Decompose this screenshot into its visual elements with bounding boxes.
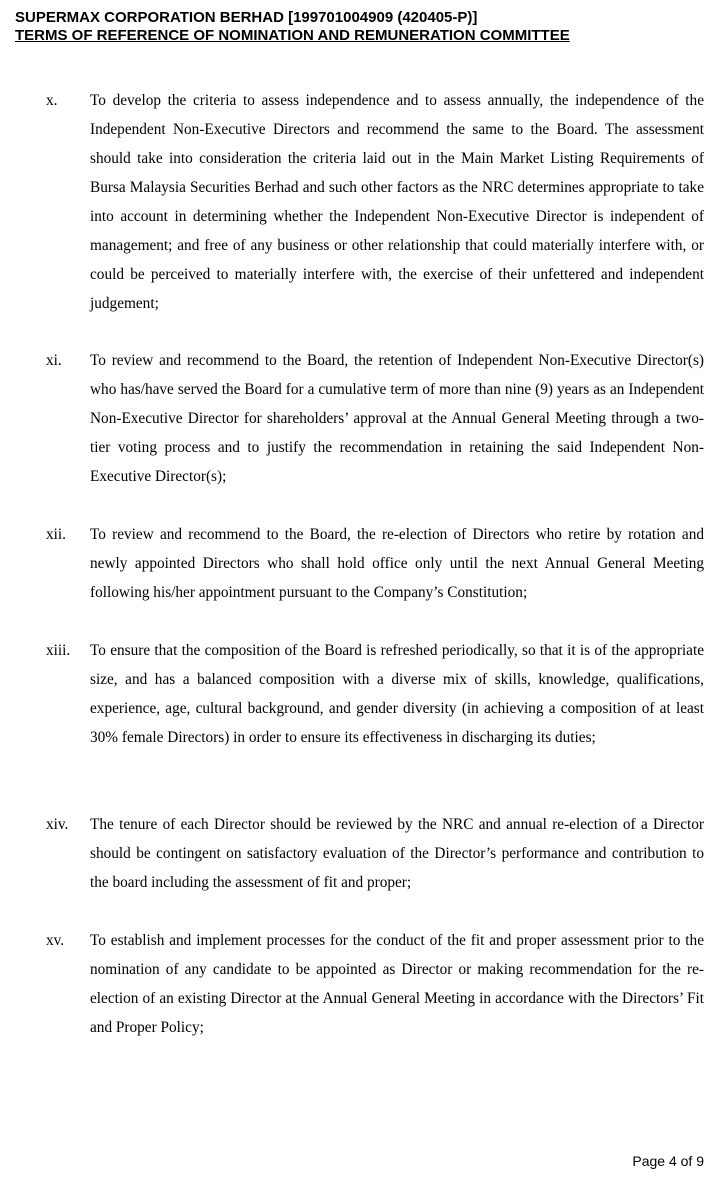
- document-title-heading: TERMS OF REFERENCE OF NOMINATION AND REMUNERATION COMMITTEE: [15, 27, 570, 44]
- document-header: [15, 9, 715, 45]
- item-text: To review and recommend to the Board, the re-election of Directors who retire by rotation and newly appointed Directors who shall hold office only until the next Annual General Meeting following his/her appointment pursuant to the Company’s Constitution;: [90, 526, 704, 601]
- item-number: xii.: [46, 526, 66, 543]
- item-text: The tenure of each Director should be reviewed by the NRC and annual re-election of a Director should be contingent on satisfactory evaluation of the Director’s performance and contribution to the board including the assessment of fit and proper;: [90, 816, 704, 891]
- item-number: xiii.: [46, 642, 71, 659]
- item-text: To ensure that the composition of the Board is refreshed periodically, so that it is of the appropriate size, and has a balanced composition with a diverse mix of skills, knowledge, qualifications, experience, age, cultural background, and gender diversity (in achieving a composition of at least 30% female Directors) in order to ensure its effectiveness in discharging its duties;: [90, 642, 704, 746]
- item-text: To review and recommend to the Board, the retention of Independent Non-Executive Director(s) who has/have served the Board for a cumulative term of more than nine (9) years as an Independent Non-Executive Director for shareholders’ approval at the Annual General Meeting through a two-tier voting process and to justify the recommendation in retaining the said Independent Non-Executive Director(s);: [90, 352, 704, 485]
- item-number: xv.: [46, 932, 65, 949]
- company-name-heading: SUPERMAX CORPORATION BERHAD [199701004909 (420405-P)]: [15, 9, 478, 26]
- page-number: Page 4 of 9: [632, 1153, 704, 1169]
- item-number: x.: [46, 92, 58, 109]
- item-number: xiv.: [46, 816, 69, 833]
- item-text: To develop the criteria to assess independence and to assess annually, the independence of the Independent Non-Executive Directors and recommend the same to the Board. The assessment should take into consideration the criteria laid out in the Main Market Listing Requirements of Bursa Malaysia Securities Berhad and such other factors as the NRC determines appropriate to take into account in determining whether the Independent Non-Executive Director is independent of management; and free of any business or other relationship that could materially interfere with, or could be perceived to materially interfere with, the exercise of their unfettered and independent judgement;: [90, 92, 704, 312]
- item-text: To establish and implement processes for the conduct of the fit and proper assessment prior to the nomination of any candidate to be appointed as Director or making recommendation for the re-election of an existing Director at the Annual General Meeting in accordance with the Directors’ Fit and Proper Policy;: [90, 932, 704, 1036]
- item-number: xi.: [46, 352, 62, 369]
